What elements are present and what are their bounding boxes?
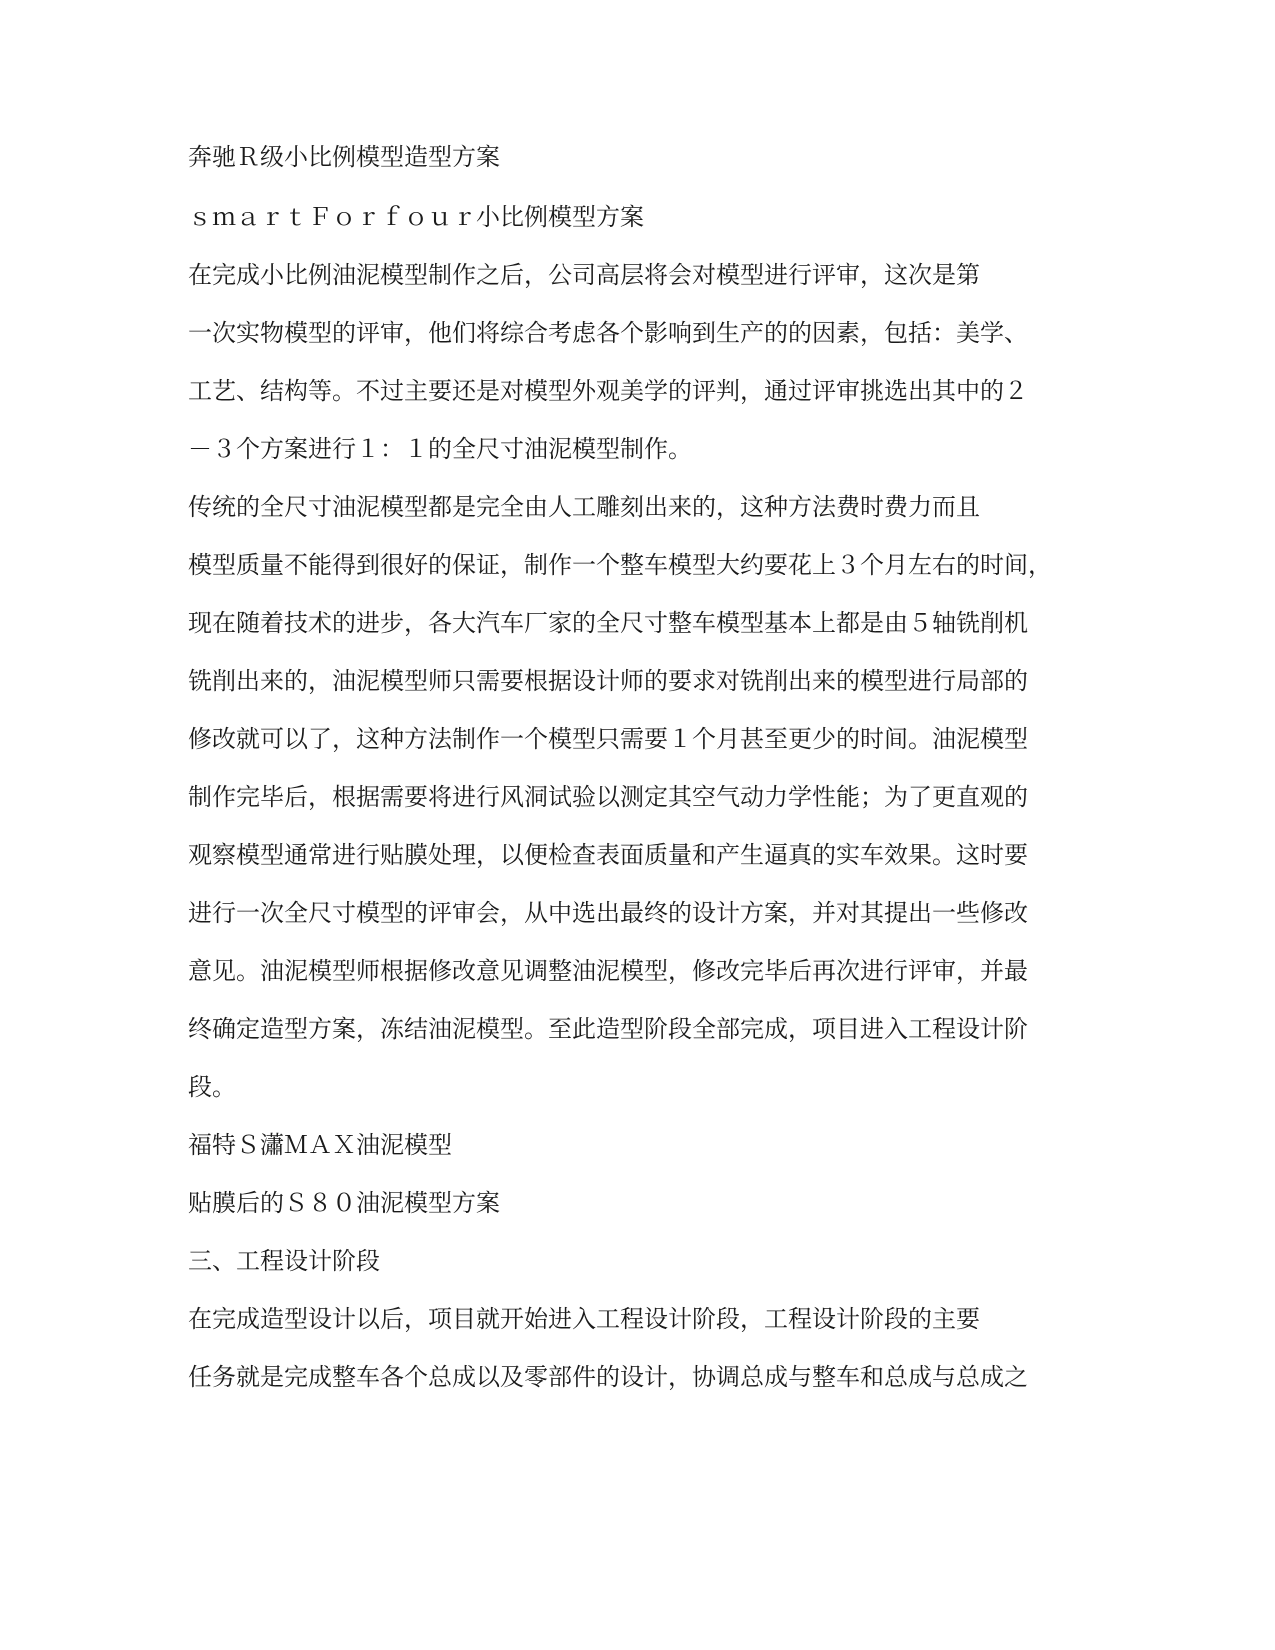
text-line: 制作完毕后，根据需要将进行风洞试验以测定其空气动力学性能；为了更直观的 (188, 783, 1028, 811)
caption-s80: 贴膜后的Ｓ８０油泥模型方案 (188, 1189, 500, 1217)
text-line: 观察模型通常进行贴膜处理，以便检查表面质量和产生逼真的实车效果。这时要 (188, 841, 1028, 869)
text-line: 一次实物模型的评审，他们将综合考虑各个影响到生产的的因素，包括：美学、 (188, 319, 1028, 347)
text-line: 工艺、结构等。不过主要还是对模型外观美学的评判，通过评审挑选出其中的２ (188, 377, 1028, 405)
caption-benz-r-class: 奔驰Ｒ级小比例模型造型方案 (188, 143, 500, 171)
text-line: 在完成造型设计以后，项目就开始进入工程设计阶段，工程设计阶段的主要 (188, 1305, 980, 1333)
section-heading: 三、工程设计阶段 (188, 1247, 380, 1275)
text-line: 模型质量不能得到很好的保证，制作一个整车模型大约要花上３个月左右的时间， (188, 551, 1052, 579)
text-line: 进行一次全尺寸模型的评审会，从中选出最终的设计方案，并对其提出一些修改 (188, 899, 1028, 927)
text-line: 意见。油泥模型师根据修改意见调整油泥模型，修改完毕后再次进行评审，并最 (188, 957, 1028, 985)
caption-ford-s-max: 福特Ｓ瀟ＭＡＸ油泥模型 (188, 1131, 452, 1159)
text-line: 段。 (188, 1073, 236, 1101)
text-line: －３个方案进行１：１的全尺寸油泥模型制作。 (188, 435, 692, 463)
caption-smart-forfour: ｓｍａｒｔＦｏｒｆｏｕｒ小比例模型方案 (188, 203, 644, 231)
text-line: 修改就可以了，这种方法制作一个模型只需要１个月甚至更少的时间。油泥模型 (188, 725, 1028, 753)
text-line: 传统的全尺寸油泥模型都是完全由人工雕刻出来的，这种方法费时费力而且 (188, 493, 980, 521)
text-line: 现在随着技术的进步，各大汽车厂家的全尺寸整车模型基本上都是由５轴铣削机 (188, 609, 1028, 637)
text-line: 任务就是完成整车各个总成以及零部件的设计，协调总成与整车和总成与总成之 (188, 1363, 1028, 1391)
text-line: 终确定造型方案，冻结油泥模型。至此造型阶段全部完成，项目进入工程设计阶 (188, 1015, 1028, 1043)
text-line: 在完成小比例油泥模型制作之后，公司高层将会对模型进行评审，这次是第 (188, 261, 980, 289)
text-line: 铣削出来的，油泥模型师只需要根据设计师的要求对铣削出来的模型进行局部的 (188, 667, 1028, 695)
